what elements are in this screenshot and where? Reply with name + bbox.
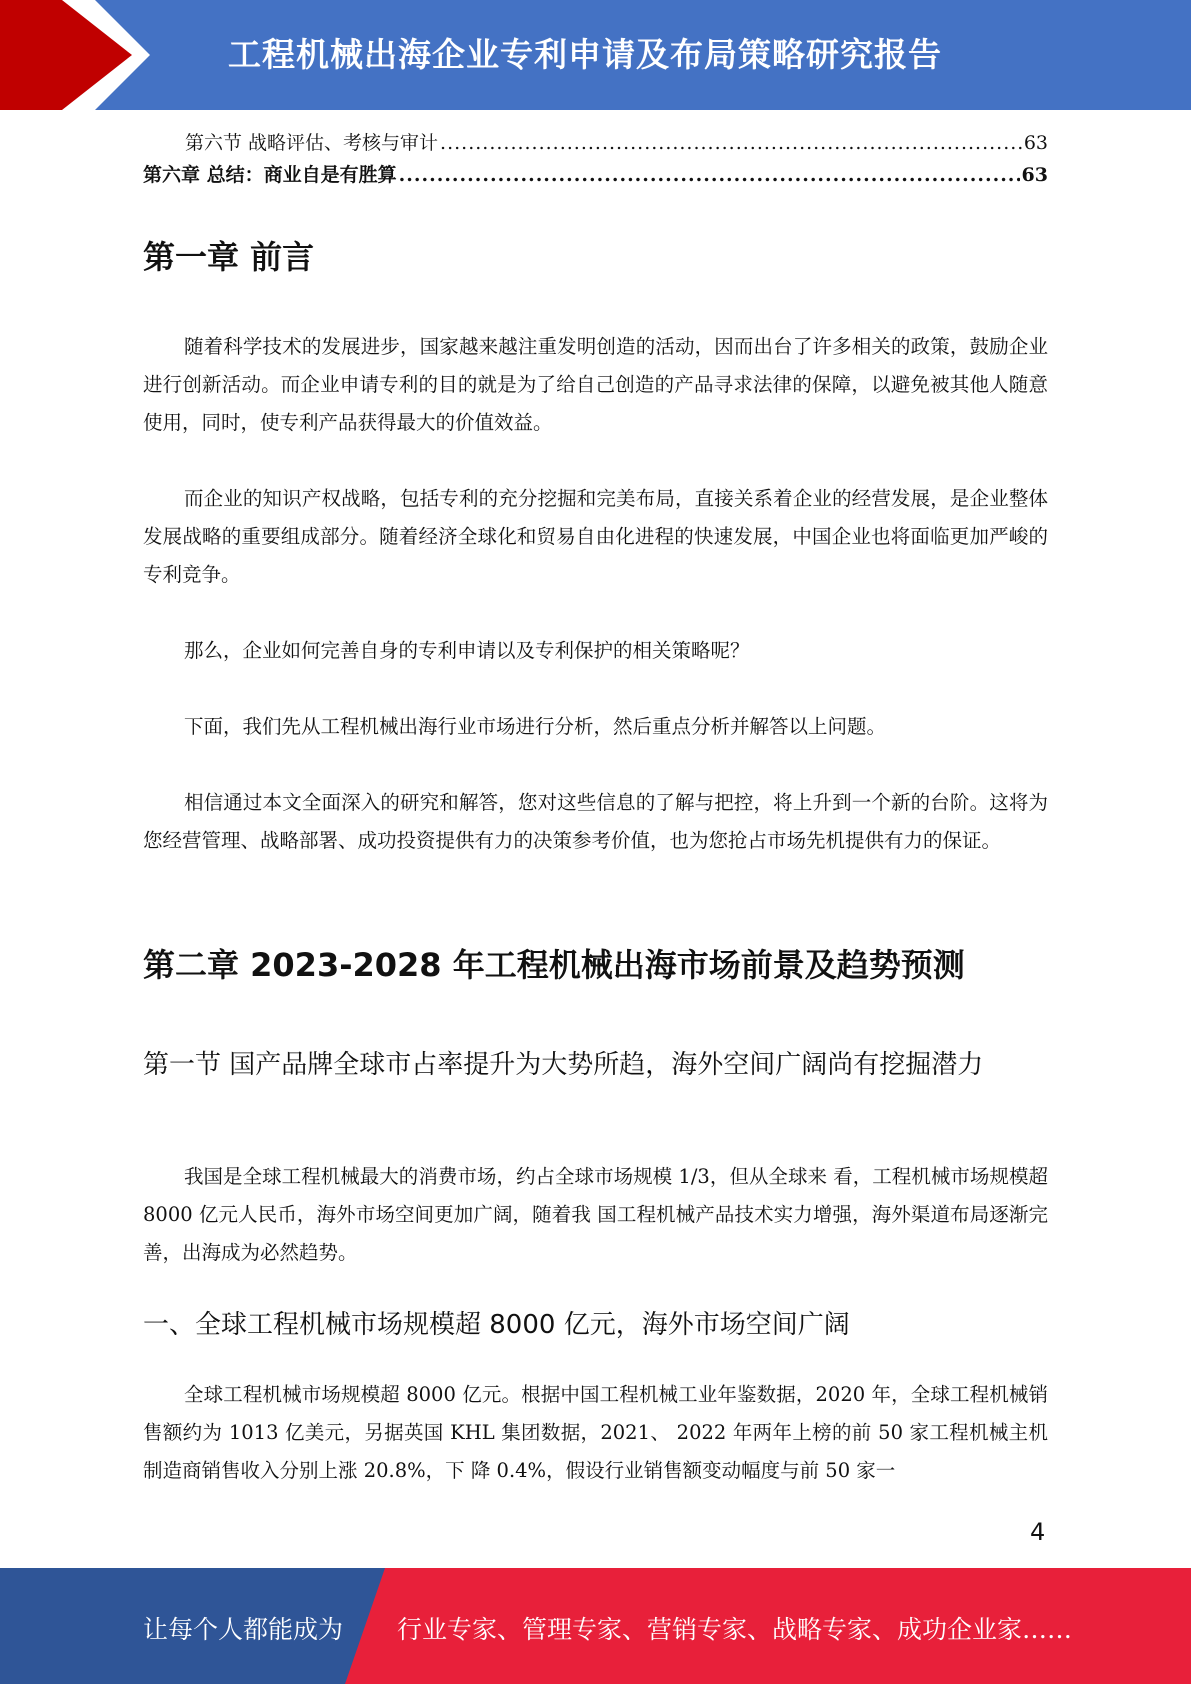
page-number: 4 bbox=[1030, 1518, 1046, 1546]
toc-entry-label: 第六节 战略评估、考核与审计 bbox=[185, 132, 439, 154]
toc-leader-dots bbox=[440, 132, 1022, 154]
paragraph: 下面，我们先从工程机械出海行业市场进行分析，然后重点分析并解答以上问题。 bbox=[184, 715, 887, 738]
paragraph: 那么，企业如何完善自身的专利申请以及专利保护的相关策略呢？ bbox=[184, 639, 750, 662]
toc-entry[interactable] bbox=[143, 128, 1048, 158]
footer-slogan-right: 行业专家、管理专家、营销专家、战略专家、成功企业家…… bbox=[397, 1615, 1073, 1644]
page-footer bbox=[0, 1568, 1191, 1684]
paragraph: 而企业的知识产权战略，包括专利的充分挖掘和完美布局，直接关系着企业的经营发展，是企业整体发展战略的重要组成部分。随着经济全球化和贸易自由化进程的快速发展，中国企业也将面临更加严峻的专利竞争。 bbox=[143, 487, 1048, 586]
toc-entry-page: 63 bbox=[1021, 164, 1048, 186]
toc-entry[interactable] bbox=[143, 160, 1048, 190]
report-title: 工程机械出海企业专利申请及布局策略研究报告 bbox=[228, 35, 942, 74]
toc-entry-page: 63 bbox=[1023, 132, 1048, 154]
header-chevron-logo bbox=[0, 0, 160, 110]
chapter-1-heading: 第一章 前言 bbox=[143, 238, 315, 276]
paragraph: 随着科学技术的发展进步，国家越来越注重发明创造的活动，因而出台了许多相关的政策，鼓励企业进行创新活动。而企业申请专利的目的就是为了给自己创造的产品寻求法律的保障，以避免被其他人随意使用，同时，使专利产品获得最大的价值效益。 bbox=[143, 335, 1048, 434]
subsection-heading: 一、全球工程机械市场规模超 8000 亿元，海外市场空间广阔 bbox=[143, 1310, 850, 1340]
chapter-2-heading: 第二章 2023-2028 年工程机械出海市场前景及趋势预测 bbox=[143, 946, 965, 984]
toc-entry-label: 第六章 总结：商业自是有胜算 bbox=[143, 164, 397, 186]
footer-slogan-left: 让每个人都能成为 bbox=[143, 1615, 344, 1644]
page-header bbox=[0, 0, 1191, 110]
paragraph: 相信通过本文全面深入的研究和解答，您对这些信息的了解与把控，将上升到一个新的台阶。这将为您经营管理、战略部署、成功投资提供有力的决策参考价值，也为您抢占市场先机提供有力的保证。 bbox=[143, 791, 1048, 852]
paragraph: 全球工程机械市场规模超 8000 亿元。根据中国工程机械工业年鉴数据，2020 年，全球工程机械销售额约为 1013 亿美元，另据英国 KHL 集团数据，2021、 2022 年两年上榜的前 50 家工程机械主机制造商销售收入分别上涨 20.8%，下 降 0.4%，假设行业销售额变动幅度与前 50 家一 bbox=[143, 1383, 1048, 1482]
section-heading: 第一节 国产品牌全球市占率提升为大势所趋，海外空间广阔尚有挖掘潜力 bbox=[143, 1050, 984, 1080]
toc-leader-dots bbox=[399, 164, 1020, 186]
paragraph: 我国是全球工程机械最大的消费市场，约占全球市场规模 1/3，但从全球来 看，工程机械市场规模超 8000 亿元人民币，海外市场空间更加广阔，随着我 国工程机械产品技术实力增强，海外渠道布局逐渐完善，出海成为必然趋势。 bbox=[143, 1165, 1048, 1264]
